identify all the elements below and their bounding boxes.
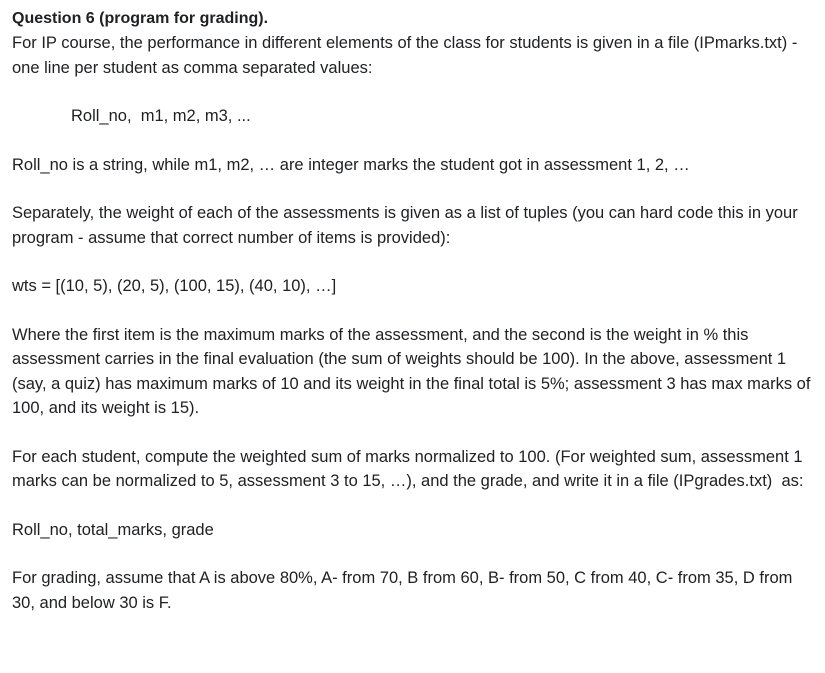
weights-description-paragraph: Separately, the weight of each of the assessments is given as a list of tuples (you can hard code this in your program - assume that correct number of items is provided): (12, 204, 803, 247)
intro-paragraph: For IP course, the performance in different elements of the class for students is given in a file (IPmarks.txt) - one line per student as comma separated values: (12, 34, 802, 77)
grading-rules-paragraph: For grading, assume that A is above 80%, A- from 70, B from 60, B- from 50, C from 40, C- from 35, D from 30, and below 30 is F. (12, 569, 797, 612)
weights-explanation-paragraph: Where the first item is the maximum marks of the assessment, and the second is the weight in % this assessment carries in the final evaluation (the sum of weights should be 100). In the above, assessment 1 (say, a quiz) has maximum marks of 10 and its weight in the final total is 5%; assessment 3 has max marks of 100, and its weight is 15). (12, 325, 816, 417)
weights-example-line: wts = [(10, 5), (20, 5), (100, 15), (40, 10), …] (12, 277, 337, 295)
format-example-line: Roll_no, m1, m2, m3, ... (71, 107, 251, 125)
question-title: Question 6 (program for grading). (12, 10, 269, 27)
compute-instructions-paragraph: For each student, compute the weighted sum of marks normalized to 100. (For weighted sum, assessment 1 marks can be normalized to 5, assessment 3 to 15, …), and the grade, and write it in a file (IPgrades.txt) as: (12, 447, 808, 490)
rollno-description-paragraph: Roll_no is a string, while m1, m2, … are integer marks the student got in assessment 1, 2, … (12, 155, 690, 174)
output-format-line: Roll_no, total_marks, grade (12, 520, 214, 539)
